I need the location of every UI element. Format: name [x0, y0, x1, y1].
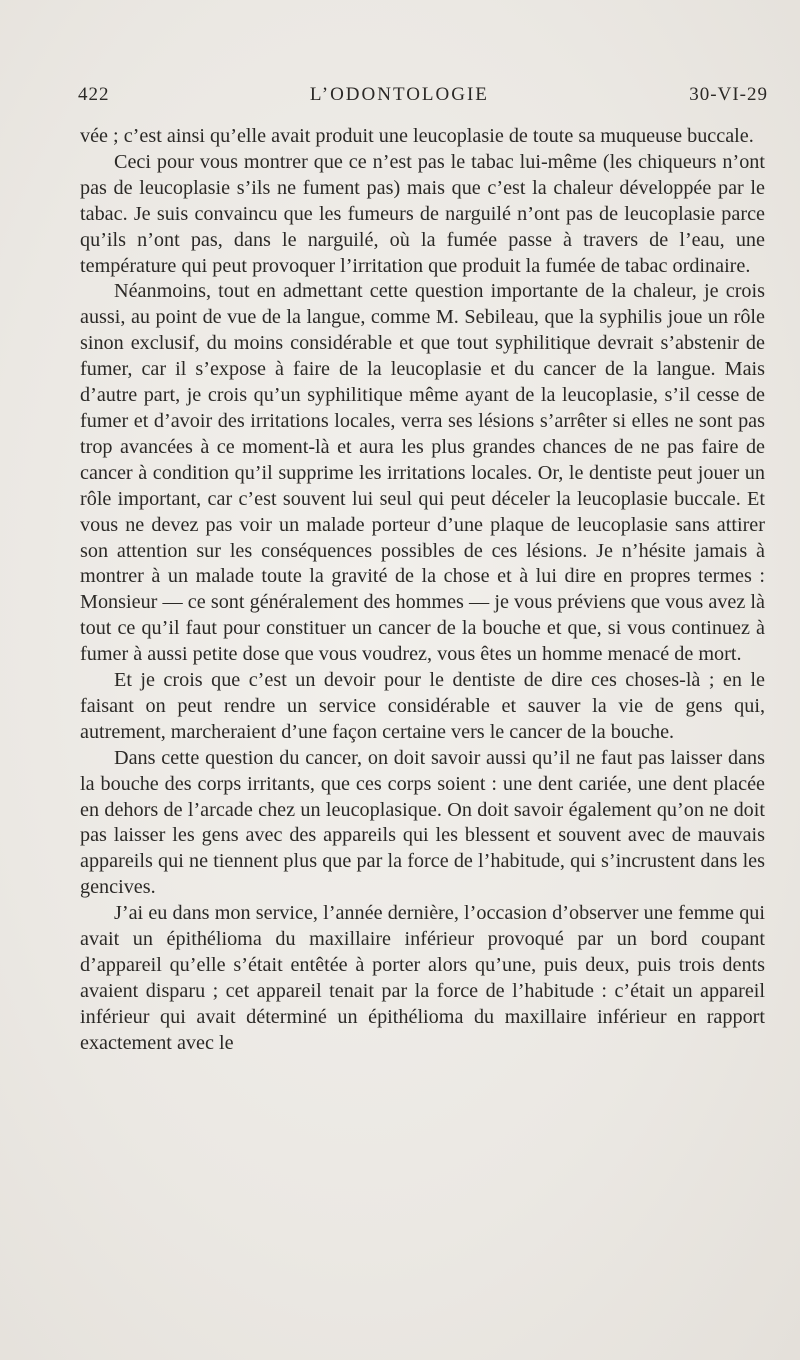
paragraph-3: Néanmoins, tout en admettant cette question importante de la chaleur, je crois aussi, au point de vue de la langue, comme M. Sebileau, que la syphilis joue un rôle sinon exclusif, du moins considérable et que tout syphilitique devrait s’abstenir de fumer, car il s’expose à faire de la leucoplasie et du cancer de la langue. Mais d’autre part, je crois qu’un syphilitique même ayant de la leucoplasie, s’il cesse de fumer et d’avoir des irritations locales, verra ses lésions s’arrêter si elles ne sont pas trop avancées à ce moment-là et aura les plus grandes chances de ne pas faire de cancer à condition qu’il supprime les irritations locales. Or, le dentiste peut jouer un rôle important, car c’est souvent lui seul qui peut déceler la leucoplasie buccale. Et vous ne devez pas voir un malade porteur d’une plaque de leucoplasie sans attirer son attention sur les conséquences possibles de ces lésions. Je n’hésite jamais à montrer à un malade toute la gravité de la chose et à lui dire en propres termes : Monsieur — ce sont généralement des hommes — je vous préviens que vous avez là tout ce qu’il faut pour constituer un cancer de la bouche et que, si vous continuez à fumer à aussi petite dose que vous voudrez, vous êtes un homme menacé de mort.	[80, 280, 765, 666]
paragraph-1: vée ; c’est ainsi qu’elle avait produit une leucoplasie de toute sa muqueuse buccale.	[80, 125, 754, 147]
body-text	[80, 124, 765, 1057]
paragraph-6: J’ai eu dans mon service, l’année dernière, l’occasion d’observer une femme qui avait un épithélioma du maxillaire inférieur provoqué par un bord coupant d’appareil qu’elle s’était entêtée à porter alors qu’une, puis deux, puis trois dents avaient disparu ; cet appareil tenait par la force de l’habitude : c’était un appareil inférieur qui avait déterminé un épithélioma du maxillaire inférieur en rapport exactement avec le	[80, 902, 765, 1054]
paragraph-5: Dans cette question du cancer, on doit savoir aussi qu’il ne faut pas laisser dans la bouche des corps irritants, que ces corps soient : une dent cariée, une dent placée en dehors de l’arcade chez un leucoplasique. On doit savoir également qu’on ne doit pas laisser les gens avec des appareils qui les blessent et souvent avec de mauvais appareils qui ne tiennent plus que par la force de l’habitude, qui s’incrustent dans les gencives.	[80, 746, 765, 899]
paragraph-4: Et je crois que c’est un devoir pour le dentiste de dire ces choses-là ; en le faisant on peut rendre un service considérable et sauver la vie de gens qui, autrement, marcheraient d’une façon certaine vers le cancer de la bouche.	[80, 669, 765, 743]
issue-date: 30-VI-29	[689, 84, 768, 105]
running-header	[78, 84, 768, 106]
paragraph-2: Ceci pour vous montrer que ce n’est pas le tabac lui-même (les chiqueurs n’ont pas de leucoplasie s’ils ne fument pas) mais que c’est la chaleur développée par le tabac. Je suis convaincu que les fumeurs de narguilé n’ont pas de leucoplasie parce qu’ils n’ont pas, dans le narguilé, où la fumée passe à travers de l’eau, une température qui peut provoquer l’irritation que produit la fumée de tabac ordinaire.	[80, 150, 765, 277]
journal-title: L’ODONTOLOGIE	[309, 84, 489, 105]
page-number: 422	[78, 84, 110, 105]
